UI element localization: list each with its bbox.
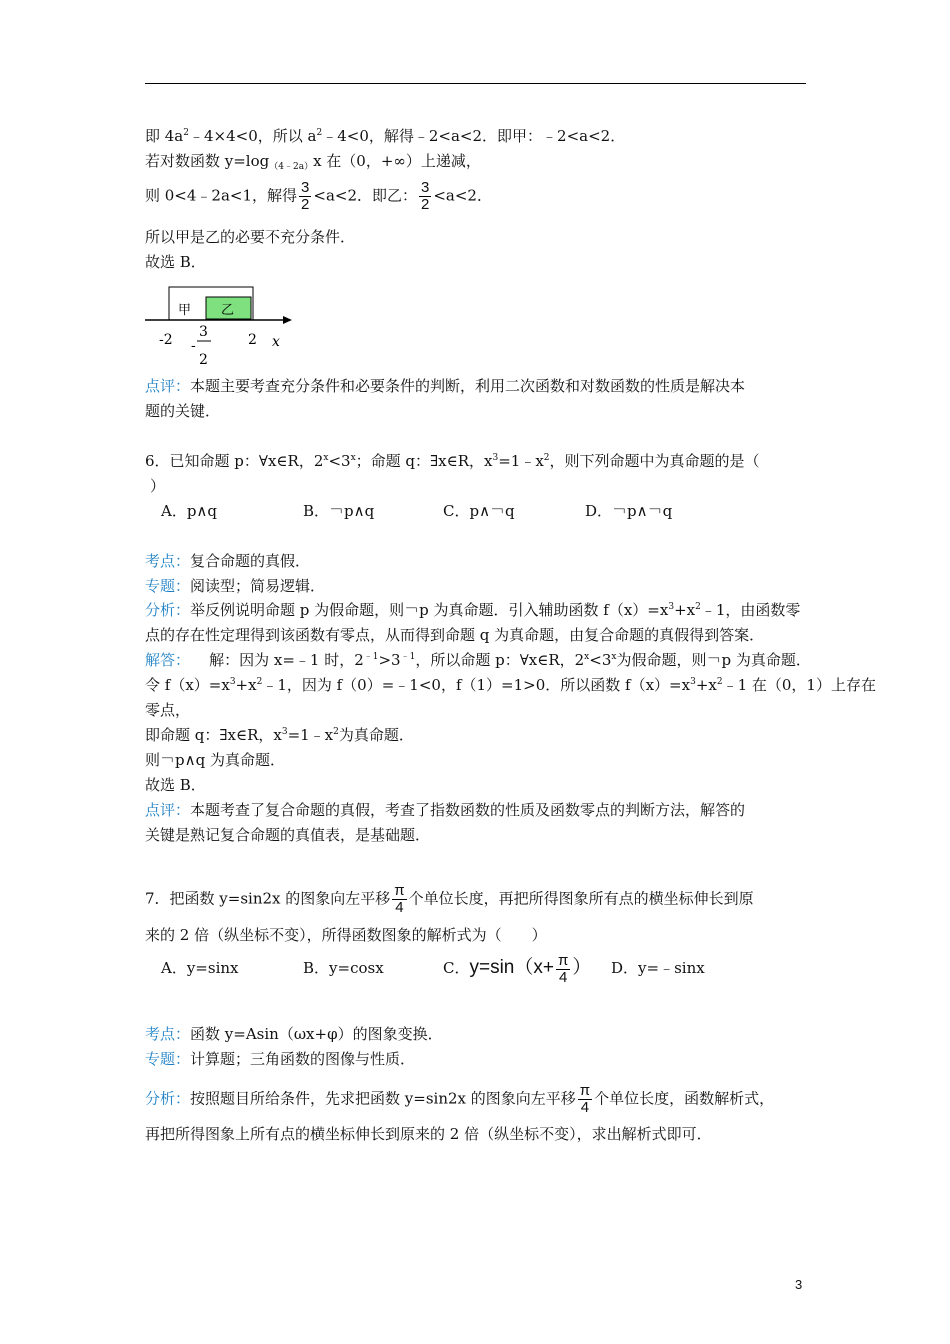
q7-zhuanti: 专题：计算题；三角函数的图像与性质． [145, 1050, 416, 1068]
q7-option-a: A．y=sinx [161, 959, 239, 977]
q7-kaodian: 考点：函数 y=Asin（ωx+φ）的图象变换． [145, 1025, 443, 1043]
q6-dianping-1: 点评：本题考查了复合命题的真假，考查了指数函数的性质及函数零点的判断方法，解答的 [145, 801, 746, 819]
q7-option-d: D．y=﹣sinx [611, 959, 705, 977]
q6-jieda-3: 零点， [145, 701, 191, 719]
axis-x-label: x [272, 334, 280, 350]
number-line-diagram [145, 284, 295, 370]
comment-line-1: 点评：本题主要考查充分条件和必要条件的判断，利用二次函数和对数函数的性质是解决本 [145, 377, 746, 395]
q7-fenxi-1: 分析：按照题目所给条件，先求把函数 y=sin2x 的图象向左平移 $\frac{\pi}{4}$ 个单位长度，函数解析式， [145, 1082, 775, 1116]
q6-jieda-4: 即命题 q：∃x∈R，$x^3=1﹣x^2$为真命题． [145, 726, 414, 744]
tick-minus-2: -2 [159, 332, 173, 348]
solution-line-5: 故选 B． [145, 253, 206, 271]
tick-2: 2 [248, 332, 257, 348]
q6-option-c: C．p∧￢q [443, 502, 515, 520]
q6-kaodian: 考点：复合命题的真假． [145, 552, 311, 570]
header-rule [145, 83, 806, 84]
q6-jieda-5: 则￢p∧q 为真命题． [145, 751, 285, 769]
q6-stem: 6．已知命题 p：∀x∈R，$2^x<3^x$；命题 q：∃x∈R，$x^3=1﹣x^2$，则下列命题中为真命题的是（ [145, 452, 760, 470]
q7-stem-1: 7．把函数 y=sin2x 的图象向左平移 $\frac{\pi}{4}$ 个单位长度，再把所得图象所有点的横坐标伸长到原 [145, 882, 754, 916]
solution-line-3: 则 0<4﹣2a<1，解得 $\frac{3}{2}$ <a<2．即乙： $\frac{3}{2}$ <a<2． [145, 179, 492, 213]
fraction-3-2: $\frac{3}{2}$ [421, 179, 430, 213]
solution-line-4: 所以甲是乙的必要不充分条件． [145, 228, 356, 246]
tick-frac-den: 2 [199, 352, 208, 368]
fraction-pi-4: $\frac{\pi}{4}$ [557, 951, 569, 986]
label-jia: 甲 [178, 303, 192, 318]
q6-stem-close: ） [150, 477, 166, 495]
q7-option-b: B．y=cosx [303, 959, 384, 977]
q7-option-c: C．y=sin（x+ $\frac{\pi}{4}$ ） [443, 951, 592, 986]
q6-option-a: A．p∧q [161, 502, 218, 520]
q6-option-d: D．￢p∧￢q [585, 502, 673, 520]
q6-dianping-2: 关键是熟记复合命题的真值表，是基础题． [145, 826, 431, 844]
q6-option-b: B．￢p∧q [303, 502, 375, 520]
comment-line-2: 题的关键． [145, 402, 221, 420]
q6-jieda-2: 令 $f(x)=x^3+x^2﹣1$，因为 f（0）=﹣1<0，f（1）=1>0．所以函数 $f(x)=x^3+x^2﹣1$ 在（0，1）上存在 [145, 676, 876, 694]
label-yi: 乙 [221, 303, 235, 318]
q6-jieda-6: 故选 B． [145, 776, 206, 794]
q6-fenxi-2: 点的存在性定理得到该函数有零点，从而得到命题 q 为真命题，由复合命题的真假得到答案． [145, 626, 765, 644]
tick-frac-num: 3 [199, 324, 208, 340]
q6-zhuanti: 专题：阅读型；简易逻辑． [145, 577, 326, 595]
fraction-pi-4: $\frac{\pi}{4}$ [579, 1082, 591, 1116]
fraction-pi-4: $\frac{\pi}{4}$ [394, 882, 405, 916]
solution-line-2: 若对数函数 $y=\log_{(4﹣2a)}x$ 在（0，+∞）上递减， [145, 152, 481, 172]
q6-jieda-1: 解答： 解：因为 x=﹣1 时，$2^{﹣1}>3^{﹣1}$，所以命题 p：∀x∈R，$2^x<3^x$为假命题，则￢p 为真命题． [145, 651, 811, 669]
solution-line-1: 即 $4a^2﹣4\times 4<0$，所以 $a^2﹣4<0$，解得﹣2<a<2．即甲：﹣2<a<2． [145, 127, 626, 145]
page-number: 3 [795, 1277, 803, 1292]
q7-stem-2: 来的 2 倍（纵坐标不变），所得函数图象的解析式为（ ） [145, 926, 547, 944]
q7-fenxi-2: 再把所得图象上所有点的横坐标伸长到原来的 2 倍（纵坐标不变），求出解析式即可． [145, 1125, 712, 1143]
tick-minus-sign: - [191, 338, 196, 354]
q6-fenxi-1: 分析：举反例说明命题 p 为假命题，则￢p 为真命题．引入辅助函数 $f(x)=x^3+x^2﹣1$，由函数零 [145, 601, 801, 619]
fraction-3-2: $\frac{3}{2}$ [301, 179, 310, 213]
